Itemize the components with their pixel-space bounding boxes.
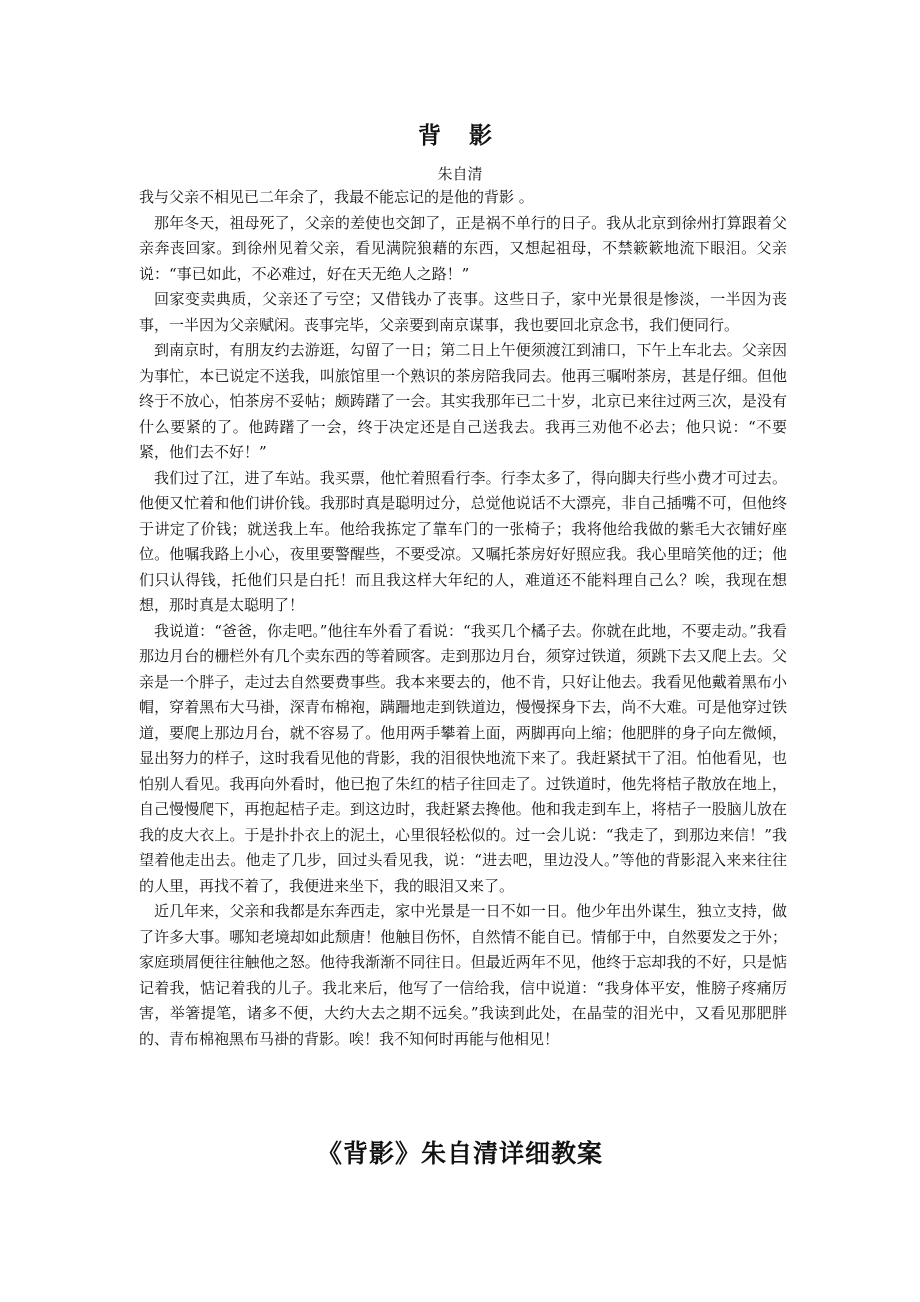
paragraph: 到南京时，有朋友约去游逛，勾留了一日；第二日上午便须渡江到浦口，下午上车北去。父亲因为事忙，本已说定不送我，叫旅馆里一个熟识的茶房陪我同去。他再三嘱咐茶房，甚是仔细。但他终于不放心，怕茶房不妥帖；颇踌躇了一会。其实我那年已二十岁，北京已来往过两三次，是没有什么要紧的了。他踌躇了一会，终于决定还是自己送我去。我再三劝他不必去；他只说：“不要紧，他们去不好！”: [139, 341, 787, 461]
essay-body: [139, 185, 787, 1052]
section-title: 《背影》朱自清详细教案: [316, 1139, 603, 1168]
paragraph: 那年冬天，祖母死了，父亲的差使也交卸了，正是祸不单行的日子。我从北京到徐州打算跟着父亲奔丧回家。到徐州见着父亲，看见满院狼藉的东西，又想起祖母，不禁簌簌地流下眼泪。父亲说：“事已如此，不必难过，好在天无绝人之路！”: [139, 213, 787, 283]
paragraph: 回家变卖典质，父亲还了亏空；又借钱办了丧事。这些日子，家中光景很是惨淡，一半因为丧事，一半因为父亲赋闲。丧事完毕，父亲要到南京谋事，我也要回北京念书，我们便同行。: [139, 290, 787, 334]
paragraph: 近几年来，父亲和我都是东奔西走，家中光景是一日不如一日。他少年出外谋生，独立支持，做了许多大事。哪知老境却如此颓唐！他触目伤怀，自然情不能自已。情郁于中，自然要发之于外；家庭琐屑便往往触他之怒。他待我渐渐不同往日。但最近两年不见，他终于忘却我的不好，只是惦记着我，惦记着我的儿子。我北来后，他写了一信给我，信中说道：“我身体平安，惟膀子疼痛厉害，举箸提笔，诸多不便，大约大去之期不远矣。”我读到此处，在晶莹的泪光中，又看见那肥胖的、青布棉袍黑布马褂的背影。唉！我不知何时再能与他相见！: [139, 902, 787, 1048]
paragraph: 我说道：“爸爸，你走吧。”他往车外看了看说：“我买几个橘子去。你就在此地，不要走动。”我看那边月台的栅栏外有几个卖东西的等着顾客。走到那边月台，须穿过铁道，须跳下去又爬上去。父亲是一个胖子，走过去自然要费事些。我本来要去的，他不肯，只好让他去。我看见他戴着黑布小帽，穿着黑布大马褂，深青布棉袍，蹒跚地走到铁道边，慢慢探身下去，尚不大难。可是他穿过铁道，要爬上那边月台，就不容易了。他用两手攀着上面，两脚再向上缩；他肥胖的身子向左微倾，显出努力的样子，这时我看见他的背影，我的泪很快地流下来了。我赶紧拭干了泪。怕他看见，也怕别人看见。我再向外看时，他已抱了朱红的桔子往回走了。过铁道时，他先将桔子散放在地上，自己慢慢爬下，再抱起桔子走。到这边时，我赶紧去搀他。他和我走到车上，将桔子一股脑儿放在我的皮大衣上。于是扑扑衣上的泥土，心里很轻松似的。过一会儿说：“我走了，到那边来信！”我望着他走出去。他走了几步，回过头看见我，说：“进去吧，里边没人。”等他的背影混入来来往往的人里，再找不着了，我便进来坐下，我的眼泪又来了。: [139, 621, 787, 895]
paragraph: 我与父亲不相见已二年余了，我最不能忘记的是他的背影 。: [139, 188, 534, 206]
author-name: 朱自清: [437, 165, 483, 183]
essay-title: 背 影: [417, 122, 502, 149]
paragraph: 我们过了江，进了车站。我买票，他忙着照看行李。行李太多了，得向脚夫行些小费才可过去。他便又忙着和他们讲价钱。我那时真是聪明过分，总觉他说话不大漂亮，非自己插嘴不可，但他终于讲定了价钱；就送我上车。他给我拣定了靠车门的一张椅子；我将他给我做的紫毛大衣铺好座位。他嘱我路上小心，夜里要警醒些，不要受凉。又嘱托茶房好好照应我。我心里暗笑他的迂；他们只认得钱，托他们只是白托！而且我这样大年纪的人，难道还不能料理自己么？唉，我现在想想，那时真是太聪明了！: [139, 468, 787, 614]
